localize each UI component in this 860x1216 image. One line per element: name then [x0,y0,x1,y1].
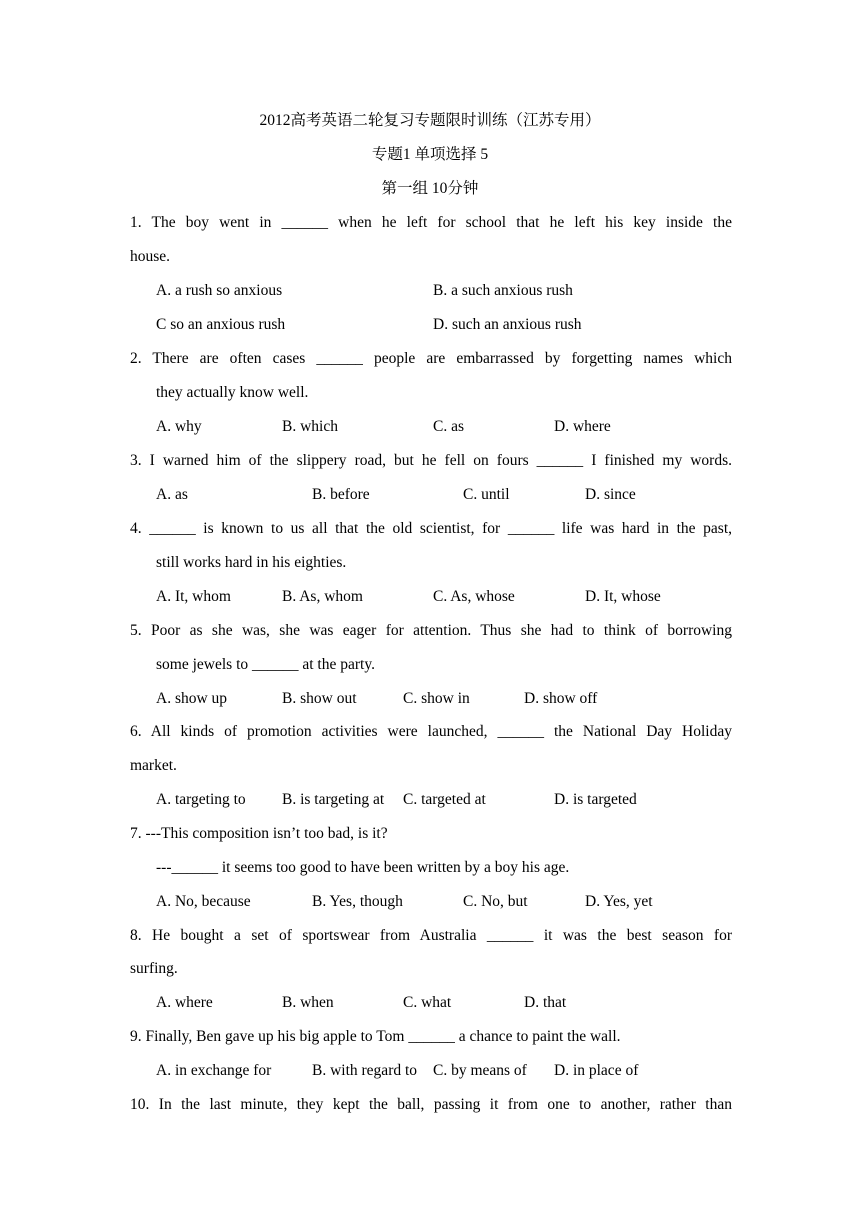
question-5-text-cont: some jewels to ______ at the party. [156,656,375,673]
question-3-option-b: B. before [312,486,370,503]
question-7-text-cont: ---______ it seems too good to have been written by a boy his age. [156,859,570,876]
question-4-option-d: D. It, whose [585,588,661,605]
question-7-option-b: B. Yes, though [312,893,403,910]
question-3-option-c: C. until [463,486,510,503]
document-subtitle: 专题1 单项选择 5 [371,146,489,163]
question-8-option-c: C. what [403,994,452,1011]
question-5-option-a: A. show up [156,690,228,707]
question-6-text-cont: market. [130,757,177,774]
question-1-text: 1. The boy went in ______ when he left for school that he left his key inside the [130,214,732,231]
question-7-text: 7. ---This composition isn’t too bad, is it? [130,825,388,842]
question-2-option-a: A. why [156,418,202,435]
question-7-option-d: D. Yes, yet [585,893,653,910]
question-5-option-c: C. show in [403,690,470,707]
question-8-option-b: B. when [282,994,334,1011]
question-6-option-d: D. is targeted [554,791,637,808]
question-8-option-d: D. that [524,994,567,1011]
question-3-option-a: A. as [156,486,188,503]
question-9-option-b: B. with regard to [312,1062,418,1079]
question-9-option-c: C. by means of [433,1062,527,1079]
question-7-option-c: C. No, but [463,893,528,910]
question-6-option-b: B. is targeting at [282,791,385,808]
question-5-option-d: D. show off [524,690,598,707]
question-4-option-a: A. It, whom [156,588,231,605]
question-9-option-d: D. in place of [554,1062,639,1079]
question-1-option-c: C so an anxious rush [156,316,286,333]
question-7-option-a: A. No, because [156,893,251,910]
group-heading: 第一组 10分钟 [381,180,479,197]
question-2-text-cont: they actually know well. [156,384,309,401]
question-8-text-cont: surfing. [130,960,178,977]
question-2-option-c: C. as [433,418,464,435]
question-8-text: 8. He bought a set of sportswear from Australia ______ it was the best season for [130,927,732,944]
document-title: 2012高考英语二轮复习专题限时训练（江苏专用） [259,112,601,129]
question-9-option-a: A. in exchange for [156,1062,272,1079]
question-9-text: 9. Finally, Ben gave up his big apple to Tom ______ a chance to paint the wall. [130,1028,621,1045]
question-4-text: 4. ______ is known to us all that the old scientist, for ______ life was hard in the past, [130,520,732,537]
question-8-option-a: A. where [156,994,213,1011]
question-1-option-a: A. a rush so anxious [156,282,283,299]
question-2-option-d: D. where [554,418,611,435]
question-1-option-d: D. such an anxious rush [433,316,582,333]
question-6-text: 6. All kinds of promotion activities were launched, ______ the National Day Holiday [130,723,732,740]
question-4-text-cont: still works hard in his eighties. [156,554,347,571]
question-2-text: 2. There are often cases ______ people are embarrassed by forgetting names which [130,350,732,367]
question-6-option-a: A. targeting to [156,791,246,808]
question-5-text: 5. Poor as she was, she was eager for attention. Thus she had to think of borrowing [130,622,732,639]
question-5-option-b: B. show out [282,690,357,707]
question-3-option-d: D. since [585,486,636,503]
question-10-text: 10. In the last minute, they kept the ball, passing it from one to another, rather than [130,1096,732,1113]
question-4-option-b: B. As, whom [282,588,363,605]
question-2-option-b: B. which [282,418,338,435]
question-1-text-cont: house. [130,248,171,265]
question-1-option-b: B. a such anxious rush [433,282,573,299]
question-3-text: 3. I warned him of the slippery road, but he fell on fours ______ I finished my words. [130,452,732,469]
question-6-option-c: C. targeted at [403,791,486,808]
question-4-option-c: C. As, whose [433,588,515,605]
